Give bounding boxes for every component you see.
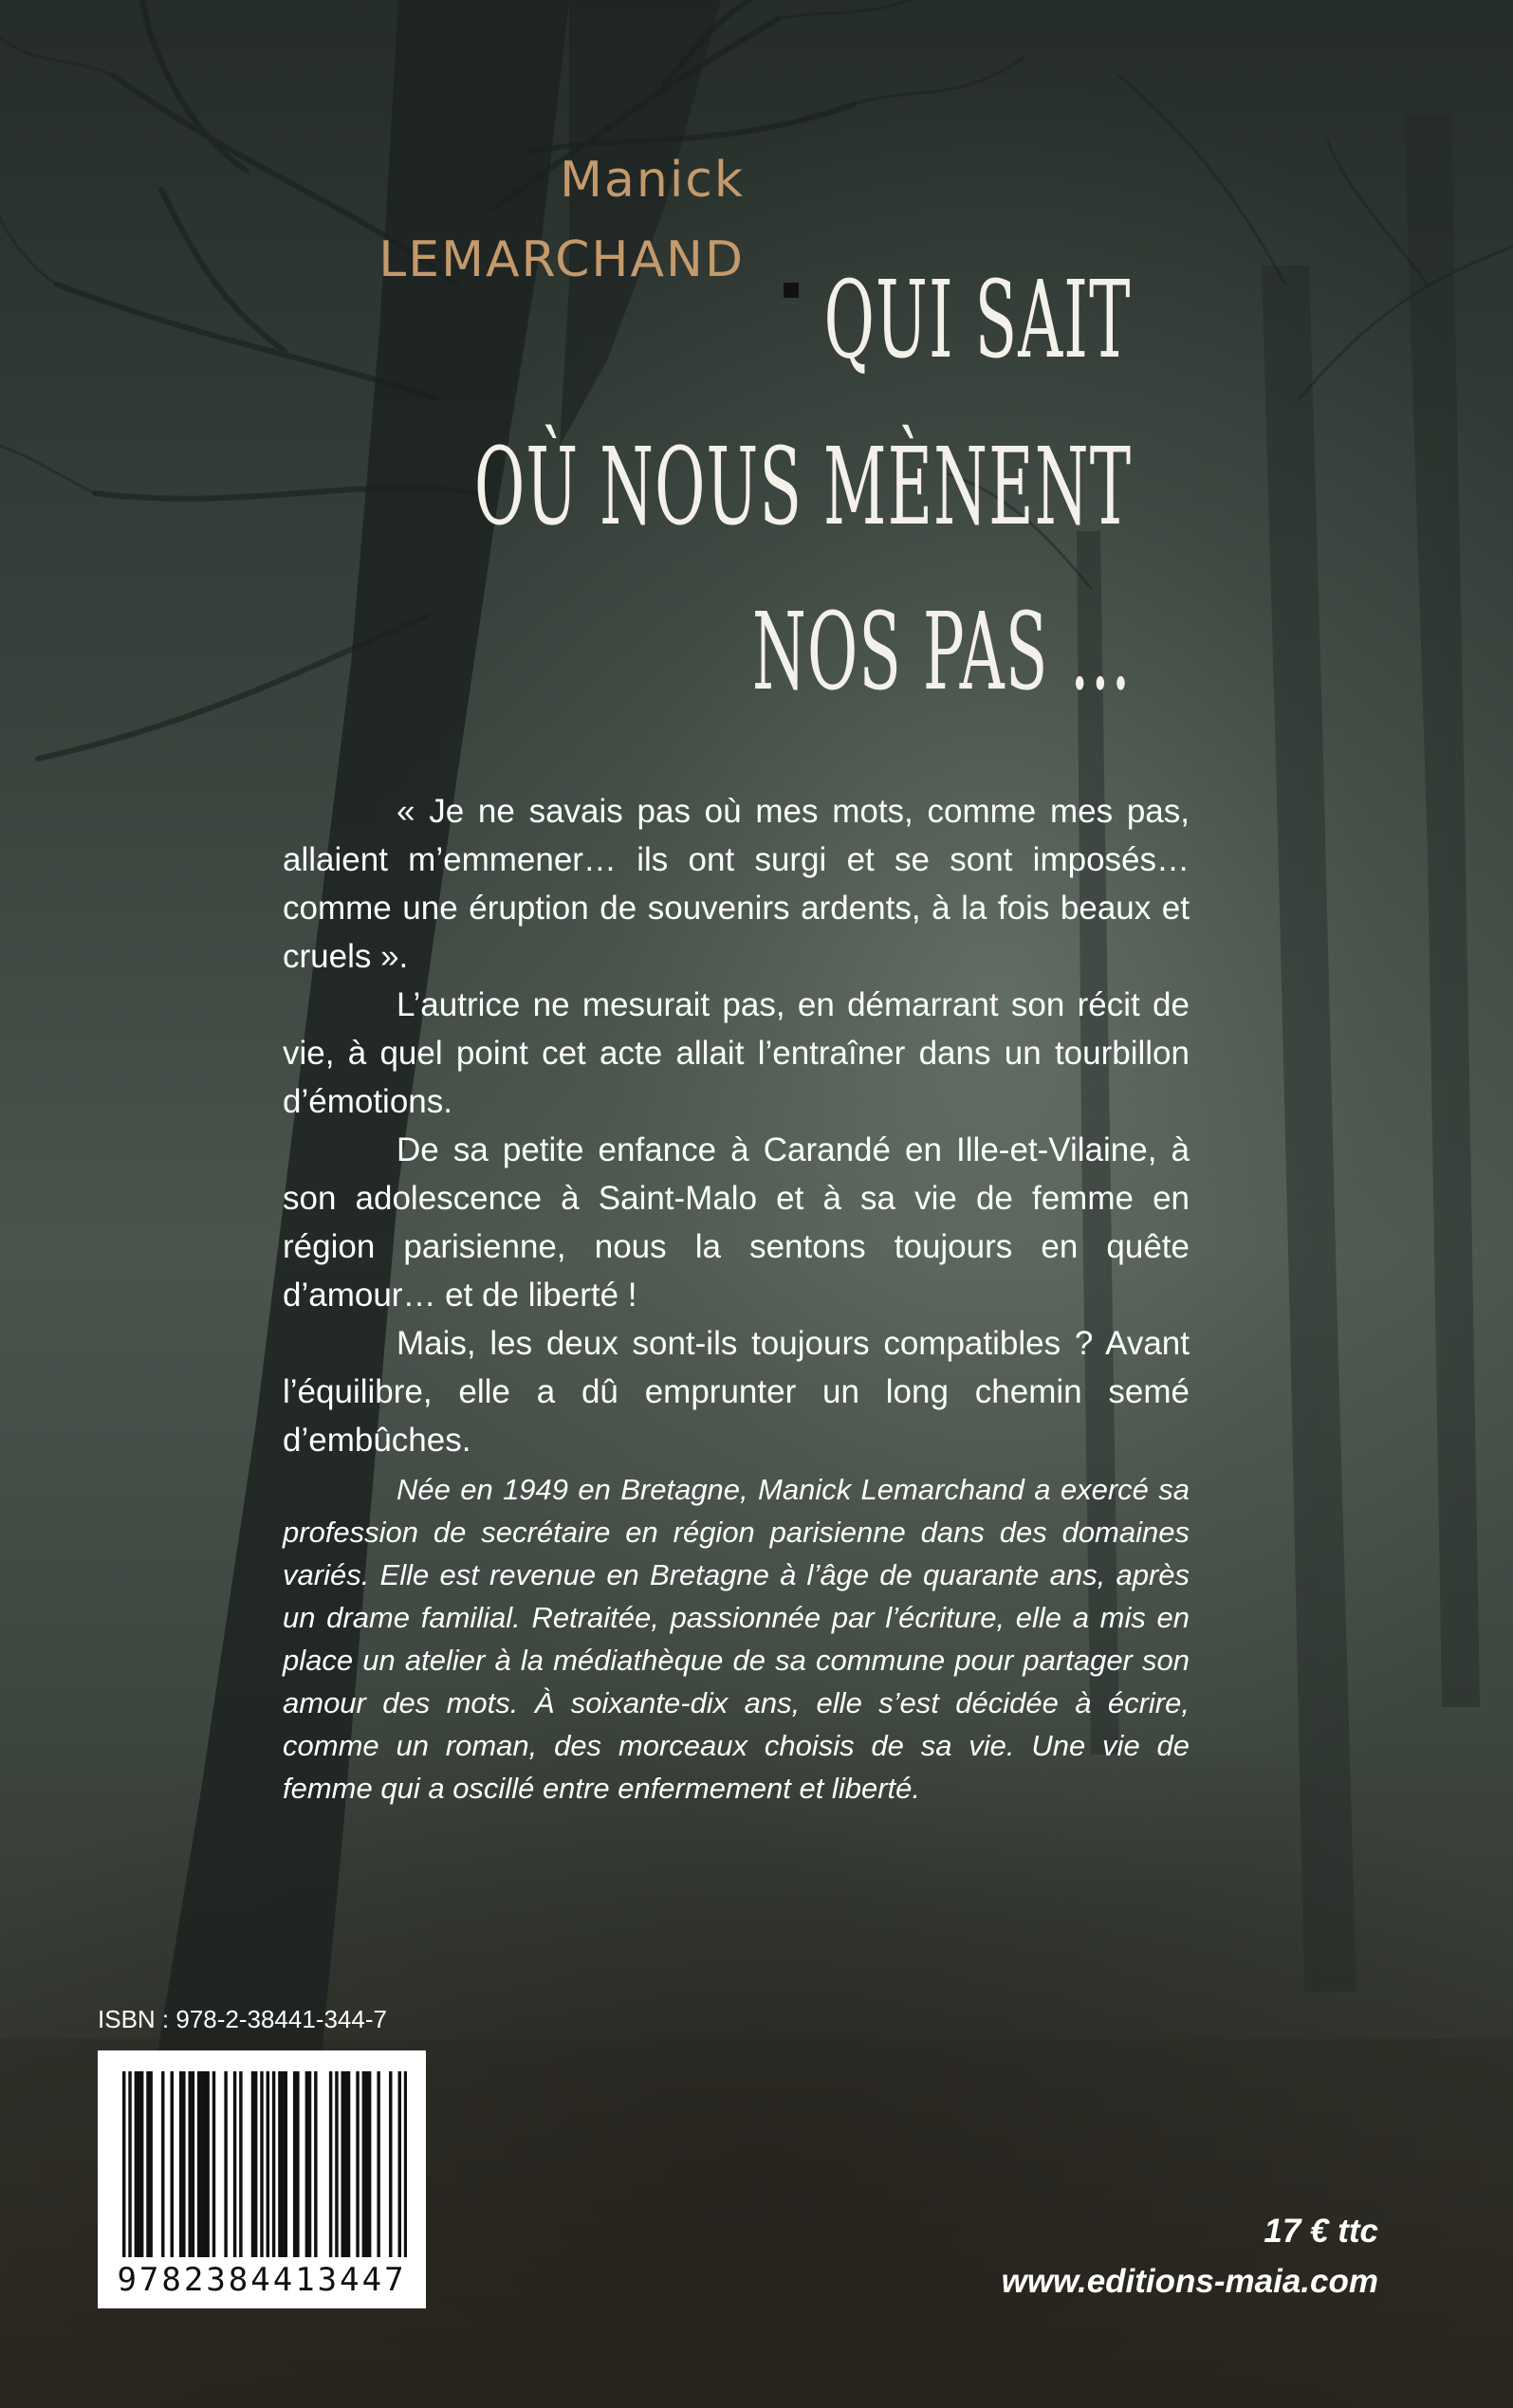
barcode-bar — [200, 2071, 203, 2257]
barcode-bar — [212, 2071, 215, 2257]
barcode-bar — [356, 2071, 359, 2257]
barcode-bars — [122, 2071, 407, 2257]
barcode-bar — [254, 2071, 257, 2257]
barcode-bar — [314, 2071, 317, 2257]
barcode-bar — [362, 2071, 365, 2257]
barcode-bar — [188, 2071, 191, 2257]
blurb-paragraph: De sa petite enfance à Carandé en Ille-et-Vilaine, à son adolescence à Saint-Malo et à sa vie de femme en région parisienne, nous la sentons toujours en quête d’amour… et de liberté ! — [283, 1131, 1190, 1314]
title-bullet-mark — [784, 283, 799, 298]
barcode-bar — [267, 2071, 269, 2257]
barcode-bar — [206, 2071, 209, 2257]
title-line-2: OÙ NOUS MÈNENT — [473, 426, 1132, 549]
barcode-bar — [308, 2071, 311, 2257]
barcode-bar — [171, 2071, 174, 2257]
barcode-bar — [278, 2071, 281, 2257]
barcode-bar — [335, 2071, 338, 2257]
barcode-bar — [233, 2071, 236, 2257]
barcode-bar — [260, 2071, 263, 2257]
barcode-bar — [293, 2071, 296, 2257]
barcode-bar — [347, 2071, 350, 2257]
publisher-website: www.editions-maia.com — [1001, 2263, 1378, 2300]
barcode-bar — [203, 2071, 206, 2257]
barcode-bar — [329, 2071, 332, 2257]
barcode-bar — [285, 2071, 287, 2257]
barcode-bar — [377, 2071, 379, 2257]
barcode-bar — [224, 2071, 227, 2257]
barcode-bar — [179, 2071, 182, 2257]
barcode-bar — [368, 2071, 371, 2257]
barcode-bar — [281, 2071, 284, 2257]
author-first-name: Manick — [560, 152, 745, 209]
author-last-name: LEMARCHAND — [378, 231, 745, 288]
barcode-bar — [341, 2071, 344, 2257]
barcode-bar — [398, 2071, 401, 2257]
barcode-bar — [146, 2071, 149, 2257]
barcode-bar — [389, 2071, 392, 2257]
barcode-bar — [305, 2071, 308, 2257]
barcode-bar — [161, 2071, 164, 2257]
barcode-bar — [296, 2071, 299, 2257]
barcode-bar — [140, 2071, 143, 2257]
barcode-bar — [365, 2071, 368, 2257]
barcode-bar — [344, 2071, 347, 2257]
barcode — [98, 2050, 426, 2308]
blurb-paragraph: « Je ne savais pas où mes mots, comme mes pas, allaient m’emmener… ils ont surgi et se sont imposés… comme une éruption de souvenirs ardents, à la fois beaux et cruels ». — [283, 793, 1190, 975]
title-line-1: QUI SAIT — [824, 259, 1132, 382]
book-blurb — [283, 787, 1190, 1464]
barcode-bar — [251, 2071, 254, 2257]
barcode-bar — [122, 2071, 125, 2257]
price-label: 17 € ttc — [1264, 2213, 1378, 2250]
barcode-bar — [182, 2071, 185, 2257]
author-biography: Née en 1949 en Bretagne, Manick Lemarchand a exercé sa profession de secrétaire en région parisienne dans des domaines variés. Elle est revenue en Bretagne à l’âge de quarante ans, après un drame familial. Retraitée, passionnée par l’écriture, elle a mis en place un atelier à la médiathèque de sa commune pour partager son amour des mots. À soixante-dix ans, elle s’est décidée à écrire, comme un roman, des morceaux choisis de sa vie. Une vie de femme qui a oscillé entre enfermement et liberté. — [283, 1473, 1190, 1805]
title-line-3: NOS PAS … — [751, 591, 1132, 714]
isbn-label: ISBN : 978-2-38441-344-7 — [98, 2005, 387, 2033]
barcode-bar — [138, 2071, 140, 2257]
barcode-bar — [192, 2071, 194, 2257]
barcode-bar — [239, 2071, 242, 2257]
barcode-bar — [149, 2071, 152, 2257]
barcode-bar — [404, 2071, 407, 2257]
blurb-paragraph: Mais, les deux sont-ils toujours compatibles ? Avant l’équilibre, elle a dû emprunter un long chemin semé d’embûches. — [283, 1325, 1190, 1459]
barcode-bar — [128, 2071, 131, 2257]
barcode-bar — [135, 2071, 138, 2257]
blurb-paragraph: L’autrice ne mesurait pas, en démarrant son récit de vie, à quel point cet acte allait l’entraîner dans un tourbillon d’émotions. — [283, 986, 1190, 1120]
barcode-bar — [197, 2071, 200, 2257]
barcode-digits: 9782384413447 — [117, 2261, 407, 2299]
barcode-bar — [272, 2071, 275, 2257]
